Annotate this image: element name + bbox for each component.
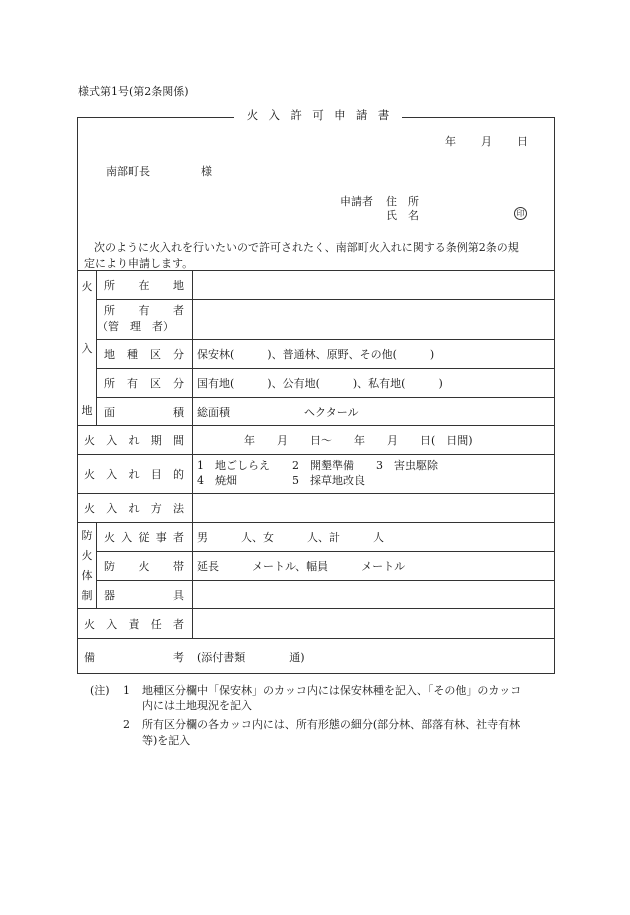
land-class-label: 地 種 区 分: [104, 348, 184, 361]
ownership-class-value[interactable]: 国有地( )、公有地( )、私有地( ): [197, 377, 443, 390]
location-label: 所 在 地: [104, 279, 184, 292]
note-2-line2: 等)を記入: [142, 734, 191, 747]
owner-field[interactable]: [194, 300, 554, 339]
owner-label: 所 有 者: [104, 304, 184, 317]
ownership-class-label: 所 有 区 分: [104, 377, 184, 390]
land-class-value[interactable]: 保安林( )、普通林、原野、その他( ): [197, 348, 435, 361]
form-number: 様式第1号(第2条関係): [78, 85, 189, 98]
equipment-label: 器 具: [104, 588, 184, 602]
site-group-label: 火 入 地: [81, 280, 93, 417]
area-value-label: 総面積: [197, 405, 230, 419]
area-label: 面 積: [104, 405, 184, 419]
applicant-address-label: 住 所: [386, 195, 419, 208]
period-label: 火 入 れ 期 間: [84, 434, 184, 447]
notes-prefix: (注): [90, 684, 110, 697]
fire-prevention-group-label: 防 火 体 制: [81, 529, 93, 602]
remarks-label: 備 考: [84, 650, 184, 664]
method-field[interactable]: [194, 494, 554, 522]
date-day[interactable]: 日: [517, 135, 528, 148]
date-month[interactable]: 月: [481, 135, 492, 148]
intro-text-line1: 次のように火入れを行いたいので許可されたく、南部町火入れに関する条例第2条の規: [94, 241, 519, 254]
period-value[interactable]: 年 月 日～ 年 月 日( 日間): [244, 434, 473, 447]
remarks-value[interactable]: (添付書類 通): [197, 650, 305, 664]
applicant-label: 申請者: [340, 195, 373, 208]
note-1-line2: 内には土地現況を記入: [142, 699, 252, 712]
form-title: 火入許可申請書: [246, 108, 400, 122]
note-2-number: 2: [123, 718, 130, 731]
equipment-field[interactable]: [194, 581, 554, 608]
addressee-honorific: 様: [201, 165, 212, 178]
workers-label: 火 入 従 事 者: [104, 531, 184, 544]
note-2-line1: 所有区分欄の各カッコ内には、所有形態の細分(部分林、部落有林、社寺有林: [142, 718, 521, 731]
note-1-line1: 地種区分欄中「保安林」のカッコ内には保安林種を記入、「その他」のカッコ: [142, 684, 522, 697]
purpose-label: 火 入 れ 目 的: [84, 468, 184, 481]
area-unit: ヘクタール: [304, 405, 359, 419]
firebreak-value[interactable]: 延長 メートル、幅員 メートル: [197, 560, 406, 573]
purpose-options-line2[interactable]: 4 焼畑 5 採草地改良: [197, 474, 365, 487]
intro-text-line2: 定により申請します。: [84, 257, 194, 270]
seal-mark: 印: [514, 207, 527, 220]
note-1-number: 1: [123, 684, 130, 697]
responsible-label: 火 入 責 任 者: [84, 617, 184, 631]
addressee-name: 南部町長: [106, 165, 150, 178]
owner-sublabel: （管 理 者）: [97, 320, 174, 333]
purpose-options-line1[interactable]: 1 地ごしらえ 2 開墾準備 3 害虫駆除: [197, 459, 438, 472]
applicant-name-label: 氏 名: [386, 209, 419, 222]
workers-value[interactable]: 男 人、女 人、計 人: [197, 531, 384, 544]
location-field[interactable]: [194, 271, 554, 299]
responsible-field[interactable]: [194, 609, 554, 638]
method-label: 火 入 れ 方 法: [84, 502, 184, 515]
firebreak-label: 防 火 帯: [104, 560, 184, 573]
date-year[interactable]: 年: [445, 135, 456, 148]
